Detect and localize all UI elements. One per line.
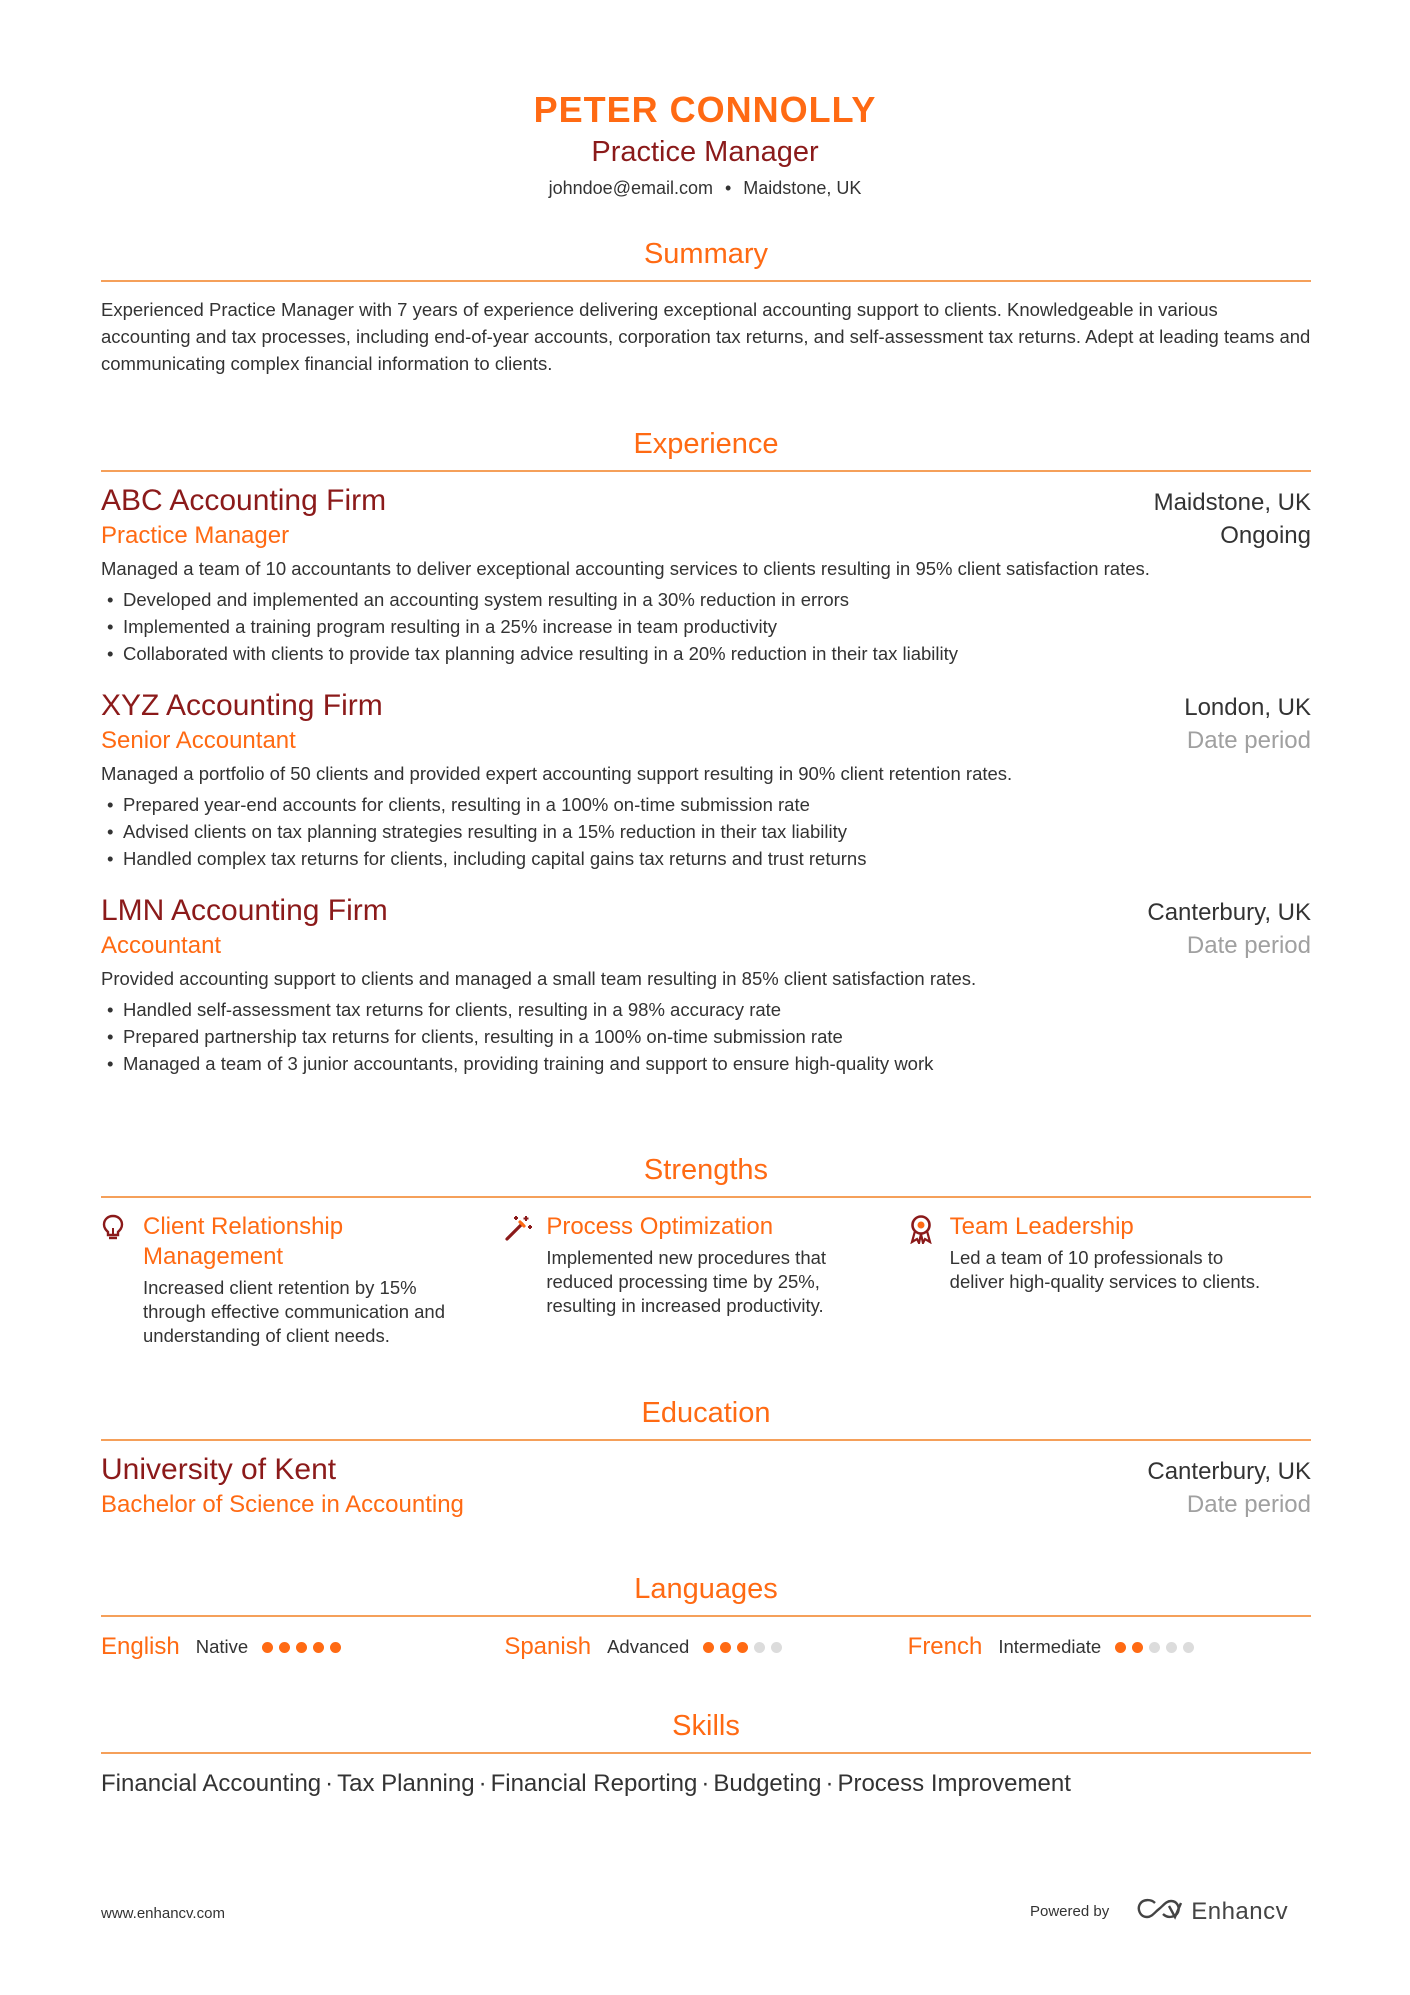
lightbulb-icon [101, 1212, 143, 1348]
language-item [504, 1631, 907, 1663]
education-divider [101, 1439, 1311, 1441]
strength-description: Implemented new procedures that reduced processing time by 25%, resulting in increased productivity. [546, 1247, 827, 1316]
strength-title: Team Leadership [949, 1213, 1134, 1240]
experience-bullets [101, 996, 1311, 1077]
experience-entry [101, 892, 1311, 1077]
experience-company: XYZ Accounting Firm [101, 689, 383, 722]
experience-bullet: • Collaborated with clients to provide tax planning advice resulting in a 20% reduction in their tax liability [101, 640, 1311, 667]
experience-bullet: • Handled self-assessment tax returns for clients, resulting in a 98% accuracy rate [101, 996, 1311, 1023]
contact-separator: • [724, 178, 732, 198]
contact-line [0, 176, 1410, 200]
rating-dot-filled [262, 1642, 273, 1653]
skill-separator: · [701, 1770, 710, 1797]
education-entry [101, 1451, 1311, 1521]
skill-item: Financial Reporting [490, 1770, 698, 1797]
languages-section [101, 1571, 1311, 1663]
contact-location: Maidstone, UK [743, 178, 862, 198]
skill-item: Financial Accounting [101, 1770, 322, 1797]
experience-company: LMN Accounting Firm [101, 894, 388, 927]
rating-dot-empty [1166, 1642, 1177, 1653]
candidate-name: PETER CONNOLLY [533, 89, 877, 130]
experience-location: London, UK [1184, 694, 1311, 721]
experience-date: Ongoing [1220, 522, 1311, 549]
experience-date: Date period [1186, 932, 1311, 959]
rating-dot-empty [1183, 1642, 1194, 1653]
language-name: Spanish [504, 1633, 592, 1660]
experience-bullet: • Implemented a training program resulting in a 25% increase in team productivity [101, 613, 1311, 640]
experience-heading: Experience [633, 428, 779, 460]
rating-dot-filled [313, 1642, 324, 1653]
experience-bullet: • Advised clients on tax planning strategies resulting in a 15% reduction in their tax liability [101, 818, 1311, 845]
skill-separator: · [825, 1770, 834, 1797]
language-rating [703, 1642, 782, 1653]
education-location: Canterbury, UK [1147, 1458, 1311, 1485]
strength-item [504, 1212, 907, 1348]
strengths-section [101, 1152, 1311, 1348]
language-rating [262, 1642, 341, 1653]
rating-dot-empty [1149, 1642, 1160, 1653]
experience-position: Senior Accountant [101, 727, 296, 754]
education-date: Date period [1186, 1491, 1311, 1518]
experience-bullets [101, 791, 1311, 872]
language-rating [1115, 1642, 1194, 1653]
experience-entry [101, 687, 1311, 872]
candidate-title: Practice Manager [591, 136, 819, 168]
award-ribbon-icon [908, 1212, 950, 1348]
language-level: Native [195, 1636, 249, 1657]
language-name: French [907, 1633, 983, 1660]
skill-separator: · [478, 1770, 487, 1797]
language-item [101, 1631, 504, 1663]
experience-bullet: • Managed a team of 3 junior accountants, providing training and support to ensure high-quality work [101, 1050, 1311, 1077]
skill-separator: · [325, 1770, 334, 1797]
powered-by-label: Powered by [1030, 1903, 1110, 1920]
rating-dot-filled [1115, 1642, 1126, 1653]
skill-item: Process Improvement [837, 1770, 1071, 1797]
footer-branding [1030, 1897, 1288, 1926]
experience-bullet: • Prepared partnership tax returns for clients, resulting in a 100% on-time submission rate [101, 1023, 1311, 1050]
strength-item [101, 1212, 504, 1348]
skill-item: Tax Planning [337, 1770, 475, 1797]
experience-bullet: • Prepared year-end accounts for clients, resulting in a 100% on-time submission rate [101, 791, 1311, 818]
experience-description: Provided accounting support to clients and managed a small team resulting in 85% client satisfaction rates. [101, 968, 977, 989]
footer-website[interactable]: www.enhancv.com [101, 1905, 225, 1922]
experience-section [101, 426, 1311, 1077]
strength-title: Process Optimization [546, 1213, 774, 1240]
experience-date: Date period [1186, 727, 1311, 754]
education-degree: Bachelor of Science in Accounting [101, 1491, 464, 1518]
experience-company: ABC Accounting Firm [101, 484, 387, 517]
strength-item [908, 1212, 1311, 1348]
summary-divider [101, 280, 1311, 282]
summary-text: Experienced Practice Manager with 7 years of experience delivering exceptional accounting support to clients. Knowledgeable in various accounting and tax processes, including end-of-year accounts, corporation tax returns, and self-assessment tax returns. Adept at leading teams and communicating complex financial information to clients. [101, 299, 1311, 374]
language-name: English [101, 1633, 180, 1660]
experience-location: Maidstone, UK [1153, 489, 1311, 516]
rating-dot-filled [703, 1642, 714, 1653]
skills-divider [101, 1752, 1311, 1754]
education-institution: University of Kent [101, 1453, 337, 1486]
rating-dot-filled [296, 1642, 307, 1653]
contact-email[interactable]: johndoe@email.com [548, 178, 713, 198]
experience-position: Practice Manager [101, 522, 290, 549]
rating-dot-filled [737, 1642, 748, 1653]
language-level: Advanced [607, 1636, 690, 1657]
experience-position: Accountant [101, 932, 222, 959]
languages-divider [101, 1615, 1311, 1617]
enhancv-logo-icon [1135, 1897, 1183, 1926]
rating-dot-filled [1132, 1642, 1143, 1653]
resume-header [0, 88, 1410, 200]
rating-dot-empty [771, 1642, 782, 1653]
strength-title: Client Relationship Management [143, 1213, 344, 1270]
enhancv-brand: Enhancv [1191, 1897, 1289, 1925]
rating-dot-filled [720, 1642, 731, 1653]
skills-list [101, 1768, 1311, 1800]
experience-bullets [101, 586, 1311, 667]
languages-heading: Languages [634, 1573, 778, 1605]
skills-section [101, 1708, 1311, 1800]
experience-description: Managed a portfolio of 50 clients and provided expert accounting support resulting in 90% client retention rates. [101, 763, 1013, 784]
languages-list [101, 1631, 1311, 1663]
skill-item: Budgeting [713, 1770, 822, 1797]
education-heading: Education [641, 1397, 771, 1429]
experience-description: Managed a team of 10 accountants to deliver exceptional accounting services to clients resulting in 95% client satisfaction rates. [101, 558, 1150, 579]
strengths-heading: Strengths [643, 1154, 769, 1186]
rating-dot-filled [330, 1642, 341, 1653]
experience-location: Canterbury, UK [1147, 899, 1311, 926]
experience-divider [101, 470, 1311, 472]
summary-heading: Summary [643, 238, 769, 270]
rating-dot-empty [754, 1642, 765, 1653]
skills-heading: Skills [672, 1710, 740, 1742]
summary-section [101, 236, 1311, 377]
experience-bullet: • Handled complex tax returns for clients, including capital gains tax returns and trust returns [101, 845, 1311, 872]
experience-bullet: • Developed and implemented an accounting system resulting in a 30% reduction in errors [101, 586, 1311, 613]
experience-entry [101, 482, 1311, 667]
magic-wand-icon [504, 1212, 546, 1348]
strengths-divider [101, 1196, 1311, 1198]
strengths-list [101, 1212, 1311, 1348]
strength-description: Increased client retention by 15% through effective communication and understanding of client needs. [143, 1277, 446, 1346]
rating-dot-filled [279, 1642, 290, 1653]
education-section [101, 1395, 1311, 1521]
strength-description: Led a team of 10 professionals to deliver high-quality services to clients. [949, 1247, 1261, 1292]
language-level: Intermediate [998, 1636, 1102, 1657]
language-item [908, 1631, 1311, 1663]
